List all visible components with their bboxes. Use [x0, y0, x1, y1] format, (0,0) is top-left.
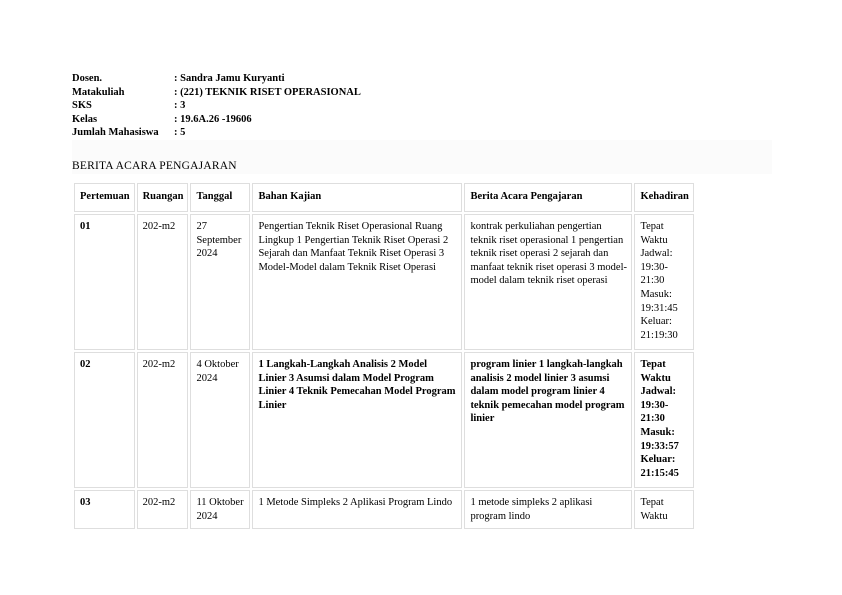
table-row — [74, 214, 694, 350]
cell-kehadiran — [634, 352, 694, 488]
cell-kehadiran — [634, 214, 694, 350]
info-label: Matakuliah — [72, 86, 125, 98]
info-label: Kelas — [72, 113, 98, 125]
kehadiran-line: 19:30- — [640, 261, 668, 273]
section-title: BERITA ACARA PENGAJARAN — [72, 160, 237, 172]
kehadiran-line: 19:30- — [640, 399, 669, 411]
kehadiran-line: 21:30 — [640, 275, 665, 287]
cell-ruangan: 202-m2 — [137, 490, 189, 529]
kehadiran-line: Masuk: — [640, 288, 672, 300]
info-row-matakuliah — [72, 86, 361, 100]
cell-bahan-kajian: Pengertian Teknik Riset Operasional Ruang Lingkup 1 Pengertian Teknik Riset Operasi 2 Sejarah dan Manfaat Teknik Riset Operasi 3 Model-Model dalam Teknik Riset Operasi — [252, 214, 462, 350]
info-label: Dosen. — [72, 73, 103, 84]
header-bahan-kajian: Bahan Kajian — [252, 183, 462, 212]
cell-berita-acara: 1 metode simpleks 2 aplikasi program lindo — [464, 490, 632, 529]
cell-kehadiran — [634, 490, 694, 529]
kehadiran-line: 19:31:45 — [640, 302, 678, 314]
info-value: : 5 — [174, 127, 186, 138]
header-tanggal: Tanggal — [190, 183, 250, 212]
kehadiran-line: Jadwal: — [640, 248, 673, 260]
kehadiran-line: 21:15:45 — [640, 467, 679, 479]
cell-tanggal: 4 Oktober 2024 — [190, 352, 250, 488]
kehadiran-line: Masuk: — [640, 426, 675, 438]
teaching-log-table — [72, 181, 696, 531]
cell-tanggal: 27 September 2024 — [190, 214, 250, 350]
info-value: : 3 — [174, 100, 186, 111]
course-info — [72, 72, 361, 140]
cell-berita-acara: kontrak perkuliahan pengertian teknik riset operasional 1 pengertian teknik riset operasi 2 sejarah dan manfaat teknik riset operasi 3 model-model dalam teknik riset operasi — [464, 214, 632, 350]
cell-pertemuan: 02 — [74, 352, 135, 488]
header-pertemuan: Pertemuan — [74, 183, 135, 212]
kehadiran-line: Tepat — [640, 497, 664, 508]
cell-bahan-kajian: 1 Metode Simpleks 2 Aplikasi Program Lindo — [252, 490, 462, 529]
kehadiran-line: Tepat — [640, 221, 664, 232]
cell-ruangan: 202-m2 — [137, 214, 189, 350]
info-value: : Sandra Jamu Kuryanti — [174, 73, 285, 84]
table-row — [74, 352, 694, 488]
header-kehadiran: Kehadiran — [634, 183, 694, 212]
info-row-kelas — [72, 113, 361, 127]
kehadiran-line: Waktu — [640, 372, 671, 384]
cell-pertemuan: 03 — [74, 490, 135, 529]
info-value: : 19.6A.26 -19606 — [174, 113, 252, 125]
kehadiran-line: Keluar: — [640, 316, 672, 328]
cell-berita-acara: program linier 1 langkah-langkah analisis 2 model linier 3 asumsi dalam model program linier 4 teknik pemecahan model program linier — [464, 352, 632, 488]
kehadiran-line: 19:33:57 — [640, 440, 679, 452]
cell-ruangan: 202-m2 — [137, 352, 189, 488]
kehadiran-line: 21:19:30 — [640, 329, 678, 341]
info-row-dosen — [72, 72, 361, 86]
info-row-sks — [72, 99, 361, 113]
kehadiran-line: Waktu — [640, 510, 668, 522]
kehadiran-line: Keluar: — [640, 454, 676, 466]
table-header-row — [74, 183, 694, 212]
header-berita-acara: Berita Acara Pengajaran — [464, 183, 632, 212]
kehadiran-line: Waktu — [640, 234, 668, 246]
table-row — [74, 490, 694, 529]
info-label: SKS — [72, 100, 92, 111]
cell-pertemuan: 01 — [74, 214, 135, 350]
info-value: : (221) TEKNIK RISET OPERASIONAL — [174, 86, 361, 98]
cell-bahan-kajian: 1 Langkah-Langkah Analisis 2 Model Linier 3 Asumsi dalam Model Program Linier 4 Teknik Pemecahan Model Program Linier — [252, 352, 462, 488]
header-ruangan: Ruangan — [137, 183, 189, 212]
info-row-jumlah-mahasiswa — [72, 126, 361, 140]
info-label: Jumlah Mahasiswa — [72, 127, 159, 138]
kehadiran-line: Tepat — [640, 359, 666, 370]
kehadiran-line: Jadwal: — [640, 386, 677, 398]
kehadiran-line: 21:30 — [640, 413, 665, 425]
cell-tanggal: 11 Oktober 2024 — [190, 490, 250, 529]
